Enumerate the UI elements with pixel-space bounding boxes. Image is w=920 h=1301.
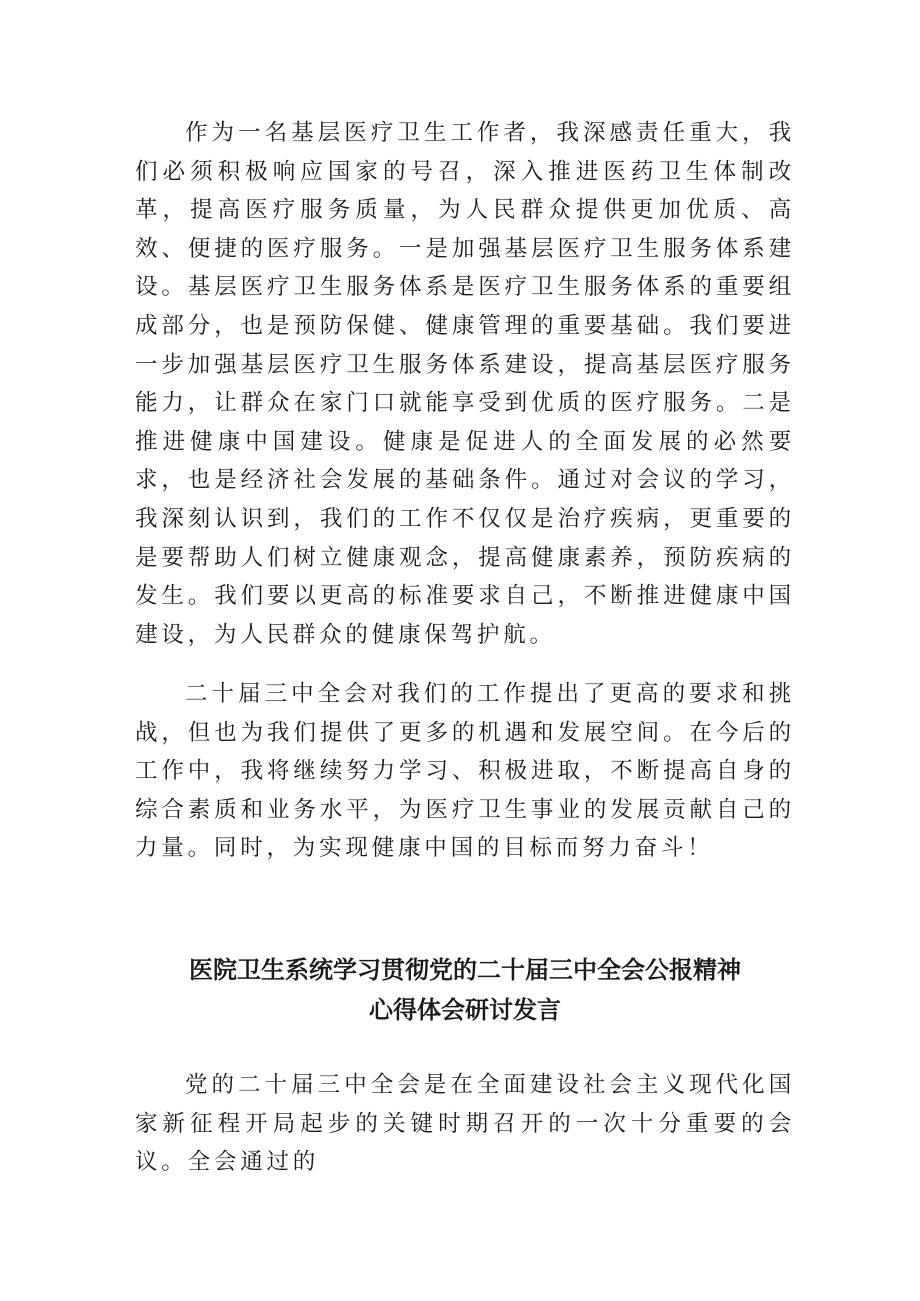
- body-paragraph: [135, 114, 795, 654]
- section-title: [135, 950, 795, 1030]
- title-line-1: 医院卫生系统学习贯彻党的二十届三中全会公报精神: [189, 956, 741, 984]
- body-paragraph: 党的二十届三中全会是在全面建设社会主义现代化国家新征程开局起步的关键时期召开的一次十分重要的会议。全会通过的: [135, 1072, 795, 1176]
- paragraph-text: 作为一名基层医疗卫生工作者，我深感责任重大，我们必须积极响应国家的号召，深入推进医药卫生体制改革，提高医疗服务质量，为人民群众提供更加优质、高效、便捷的医疗服务。一是加强基层医疗卫生服务体系建设。基层医疗卫生服务体系是医疗卫生服务体系的重要组成部分，也是预防保健、健康管理的重要基础。我们要进一步加强基层医疗卫生服务体系建设，提高基层医疗服务能力，让群众在家门口就能享受到优质的医疗服务。二是推进健康中国建设。健康是促进人的全面发展的必然要求，也是经济社会发展的基础条件。通过对会议的学习，我深刻认识到，我们的工作不仅仅是治疗疾病，更重要的是要帮助人们树立健康观念，提高健康素养，预防疾病的发生。我们要以更高的标准要求自己，不断推进健康中国建设，为人民群众的健康保驾护航。: [135, 120, 795, 648]
- title-line-2: 心得体会研讨发言: [369, 996, 561, 1024]
- body-paragraph: 二十届三中全会对我们的工作提出了更高的要求和挑战，但也为我们提供了更多的机遇和发展空间。在今后的工作中，我将继续努力学习、积极进取，不断提高自身的综合素质和业务水平，为医疗卫生事业的发展贡献自己的力量。同时，为实现健康中国的目标而努力奋斗！: [135, 681, 795, 862]
